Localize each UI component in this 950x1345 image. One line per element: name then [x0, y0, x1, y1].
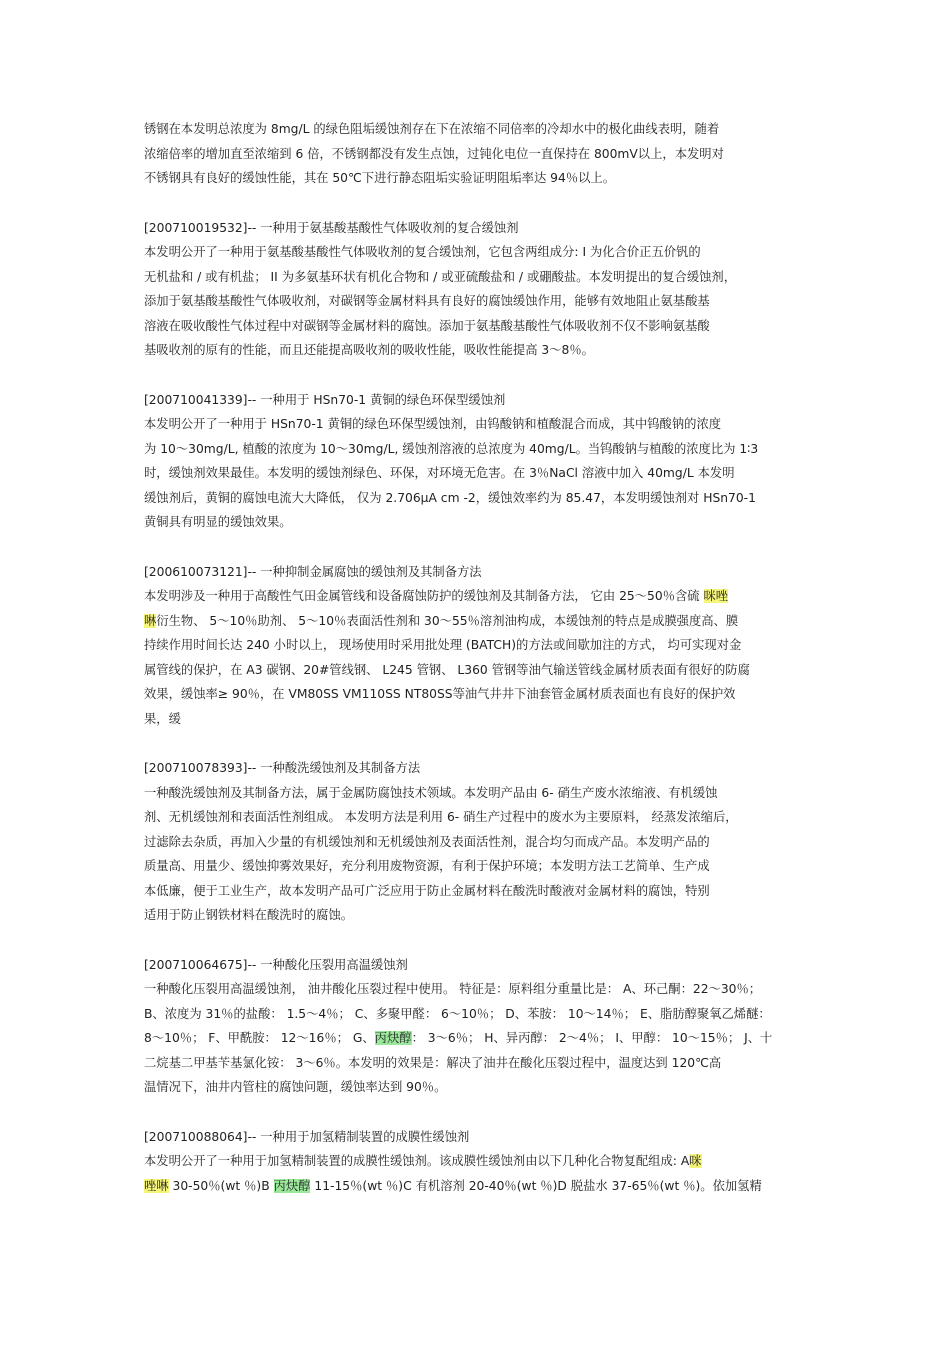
text-segment: [200710078393]-- 一种酸洗缓蚀剂及其制备方法 — [144, 761, 421, 775]
highlighted-term: 咪唑 — [703, 589, 729, 603]
text-segment: 本发明公开了一种用于氨基酸基酸性气体吸收剂的复合缓蚀剂，它包含两组成分: I 为化合价正五价钒的 — [144, 245, 701, 259]
text-segment: 添加于氨基酸基酸性气体吸收剂，对碳钢等金属材料具有良好的腐蚀缓蚀作用，能够有效地阻止氨基酸基 — [144, 294, 710, 308]
text-line — [144, 1002, 810, 1027]
text-segment: 质量高、用量少、缓蚀抑雾效果好，充分利用废物资源，有利于保护环境；本发明方法工艺简单、生产成 — [144, 859, 710, 873]
text-line — [144, 633, 810, 658]
text-segment: 为 10～30mg/L, 植酸的浓度为 10～30mg/L, 缓蚀剂溶液的总浓度为 40mg/L。当钨酸钠与植酸的浓度比为 1∶3 — [144, 441, 759, 456]
paragraph-gap — [144, 191, 810, 216]
text-line — [144, 1174, 810, 1199]
text-segment: [200610073121]-- 一种抑制金属腐蚀的缓蚀剂及其制备方法 — [144, 564, 482, 579]
text-segment: 果，缓 — [144, 711, 181, 726]
paragraph-gap — [144, 731, 810, 756]
text-segment: 二烷基二甲基苄基氯化铵： 3～6％。本发明的效果是：解决了油井在酸化压裂过程中，温度达到 120℃高 — [144, 1055, 722, 1070]
patent-heading — [144, 216, 810, 241]
text-line — [144, 314, 810, 339]
text-line — [144, 240, 810, 265]
text-segment: 剂、无机缓蚀剂和表面活性剂组成。 本发明方法是利用 6- 硝生产过程中的废水为主要原料， 经蒸发浓缩后， — [144, 810, 738, 824]
text-line — [144, 879, 810, 904]
document-page — [144, 117, 810, 1198]
text-line — [144, 584, 810, 609]
text-segment: 无机盐和 / 或有机盐； II 为多氨基环状有机化合物和 / 或亚硫酸盐和 / 或硼酸盐。本发明提出的复合缓蚀剂， — [144, 269, 737, 284]
text-segment: 效果，缓蚀率≥ 90％，在 VM80SS VM110SS NT80SS等油气井井下油套管金属材质表面也有良好的保护效 — [144, 687, 736, 701]
text-segment: 适用于防止钢铁材料在酸洗时的腐蚀。 — [144, 908, 354, 922]
text-segment: 11-15％(wt ％)C 有机溶剂 20-40％(wt ％)D 脱盐水 37-65％(wt ％)。依加氢精 — [310, 1178, 762, 1193]
text-segment: 持续作用时间长达 240 小时以上， 现场使用时采用批处理 (BATCH)的方法或间歇加注的方式， 均可实现对金 — [144, 638, 742, 652]
text-line — [144, 437, 810, 462]
text-segment: 本发明涉及一种用于高酸性气田金属管线和设备腐蚀防护的缓蚀剂及其制备方法， 它由 25～50％含硫 — [144, 589, 704, 603]
text-segment: 过滤除去杂质，再加入少量的有机缓蚀剂和无机缓蚀剂及表面活性剂，混合均匀而成产品。本发明产品的 — [144, 834, 710, 849]
text-line — [144, 830, 810, 855]
text-line — [144, 338, 810, 363]
text-segment: 一种酸洗缓蚀剂及其制备方法，属于金属防腐蚀技术领域。本发明产品由 6- 硝生产废水浓缩液、有机缓蚀 — [144, 785, 718, 800]
text-line — [144, 289, 810, 314]
text-line — [144, 805, 810, 830]
paragraph-gap — [144, 363, 810, 388]
text-line — [144, 903, 810, 928]
patent-entry — [144, 560, 810, 732]
patent-heading — [144, 953, 810, 978]
text-line — [144, 1075, 810, 1100]
paragraph-gap — [144, 928, 810, 953]
patent-entry — [144, 756, 810, 928]
text-segment: [200710019532]-- 一种用于氨基酸基酸性气体吸收剂的复合缓蚀剂 — [144, 220, 519, 235]
highlighted-term: 咪 — [689, 1154, 702, 1168]
text-line — [144, 461, 810, 486]
text-line — [144, 412, 810, 437]
text-segment: 基吸收剂的原有的性能，而且还能提高吸收剂的吸收性能，吸收性能提高 3～8％。 — [144, 343, 594, 357]
text-line — [144, 1149, 810, 1174]
paragraph-gap — [144, 535, 810, 560]
text-line — [144, 142, 810, 167]
patent-heading — [144, 560, 810, 585]
patent-entry — [144, 1125, 810, 1199]
patent-heading — [144, 756, 810, 781]
text-line — [144, 265, 810, 290]
text-segment: 不锈钢具有良好的缓蚀性能，其在 50℃下进行静态阻垢实验证明阻垢率达 94％以上。 — [144, 171, 616, 185]
text-segment: 黄铜具有明显的缓蚀效果。 — [144, 515, 292, 529]
text-segment: ： 3～6％； H、异丙醇： 2～4％； I、甲醇： 10～15％； J、十 — [411, 1031, 773, 1045]
text-segment: 浓缩倍率的增加直至浓缩到 6 倍，不锈钢都没有发生点蚀，过钝化电位一直保持在 800mV以上，本发明对 — [144, 146, 724, 161]
text-segment: 8～10％； F、甲酰胺： 12～16％； G、 — [144, 1031, 375, 1045]
patent-entry — [144, 953, 810, 1100]
paragraph-gap — [144, 1100, 810, 1125]
text-line — [144, 658, 810, 683]
patent-heading — [144, 1125, 810, 1150]
highlighted-term: 唑啉 — [144, 1178, 169, 1193]
text-line — [144, 117, 810, 142]
text-line — [144, 1051, 810, 1076]
highlighted-term: 啉 — [144, 613, 157, 628]
text-segment: [200710064675]-- 一种酸化压裂用高温缓蚀剂 — [144, 957, 408, 972]
text-segment: 一种酸化压裂用高温缓蚀剂， 油井酸化压裂过程中使用。 特征是：原料组分重量比是： A、环己酮：22～30％； — [144, 982, 762, 996]
text-line — [144, 486, 810, 511]
text-line — [144, 977, 810, 1002]
text-segment: 本发明公开了一种用于加氢精制装置的成膜性缓蚀剂。该成膜性缓蚀剂由以下几种化合物复配组成: A — [144, 1154, 690, 1168]
text-segment: B、浓度为 31％的盐酸： 1.5～4％； C、多聚甲醛： 6～10％； D、苯胺： 10～14％； E、脂肪醇聚氧乙烯醚： — [144, 1006, 771, 1021]
text-segment: 锈钢在本发明总浓度为 8mg/L 的绿色阻垢缓蚀剂存在下在浓缩不同倍率的冷却水中的极化曲线表明，随着 — [144, 122, 720, 136]
paragraph-continuation — [144, 117, 810, 191]
text-line — [144, 609, 810, 634]
text-segment: 30-50％(wt ％)B — [168, 1178, 274, 1193]
text-segment: 溶液在吸收酸性气体过程中对碳钢等金属材料的腐蚀。添加于氨基酸基酸性气体吸收剂不仅不影响氨基酸 — [144, 318, 710, 333]
patent-entry — [144, 216, 810, 363]
text-line — [144, 707, 810, 732]
text-segment: [200710041339]-- 一种用于 HSn70-1 黄铜的绿色环保型缓蚀剂 — [144, 392, 506, 407]
text-segment: 本发明公开了一种用于 HSn70-1 黄铜的绿色环保型缓蚀剂，由钨酸钠和植酸混合而成，其中钨酸钠的浓度 — [144, 417, 722, 431]
text-segment: 温情况下，油井内管柱的腐蚀问题，缓蚀率达到 90％。 — [144, 1080, 447, 1094]
text-segment: 属管线的保护，在 A3 碳钢、20#管线钢、 L245 管钢、 L360 管钢等油气输送管线金属材质表面有很好的防腐 — [144, 662, 750, 677]
text-segment: 缓蚀剂后，黄铜的腐蚀电流大大降低， 仅为 2.706μA cm -2，缓蚀效率约为 85.47，本发明缓蚀剂对 HSn70-1 — [144, 490, 756, 505]
patent-heading — [144, 388, 810, 413]
text-line — [144, 166, 810, 191]
text-segment: [200710088064]-- 一种用于加氢精制装置的成膜性缓蚀剂 — [144, 1129, 470, 1144]
patent-entry — [144, 388, 810, 535]
text-line — [144, 682, 810, 707]
highlighted-term: 丙炔醇 — [374, 1031, 412, 1045]
text-line — [144, 854, 810, 879]
text-line — [144, 781, 810, 806]
text-segment: 衍生物、 5～10％助剂、 5～10％表面活性剂和 30～55％溶剂油构成，本缓蚀剂的特点是成膜强度高、膜 — [156, 613, 739, 628]
text-line — [144, 1026, 810, 1051]
highlighted-term: 丙炔醇 — [273, 1178, 311, 1193]
text-segment: 时，缓蚀剂效果最佳。本发明的缓蚀剂绿色、环保，对环境无危害。在 3％NaCl 溶液中加入 40mg/L 本发明 — [144, 466, 735, 480]
text-line — [144, 510, 810, 535]
text-segment: 本低廉，便于工业生产，故本发明产品可广泛应用于防止金属材料在酸洗时酸液对金属材料的腐蚀，特别 — [144, 883, 710, 898]
